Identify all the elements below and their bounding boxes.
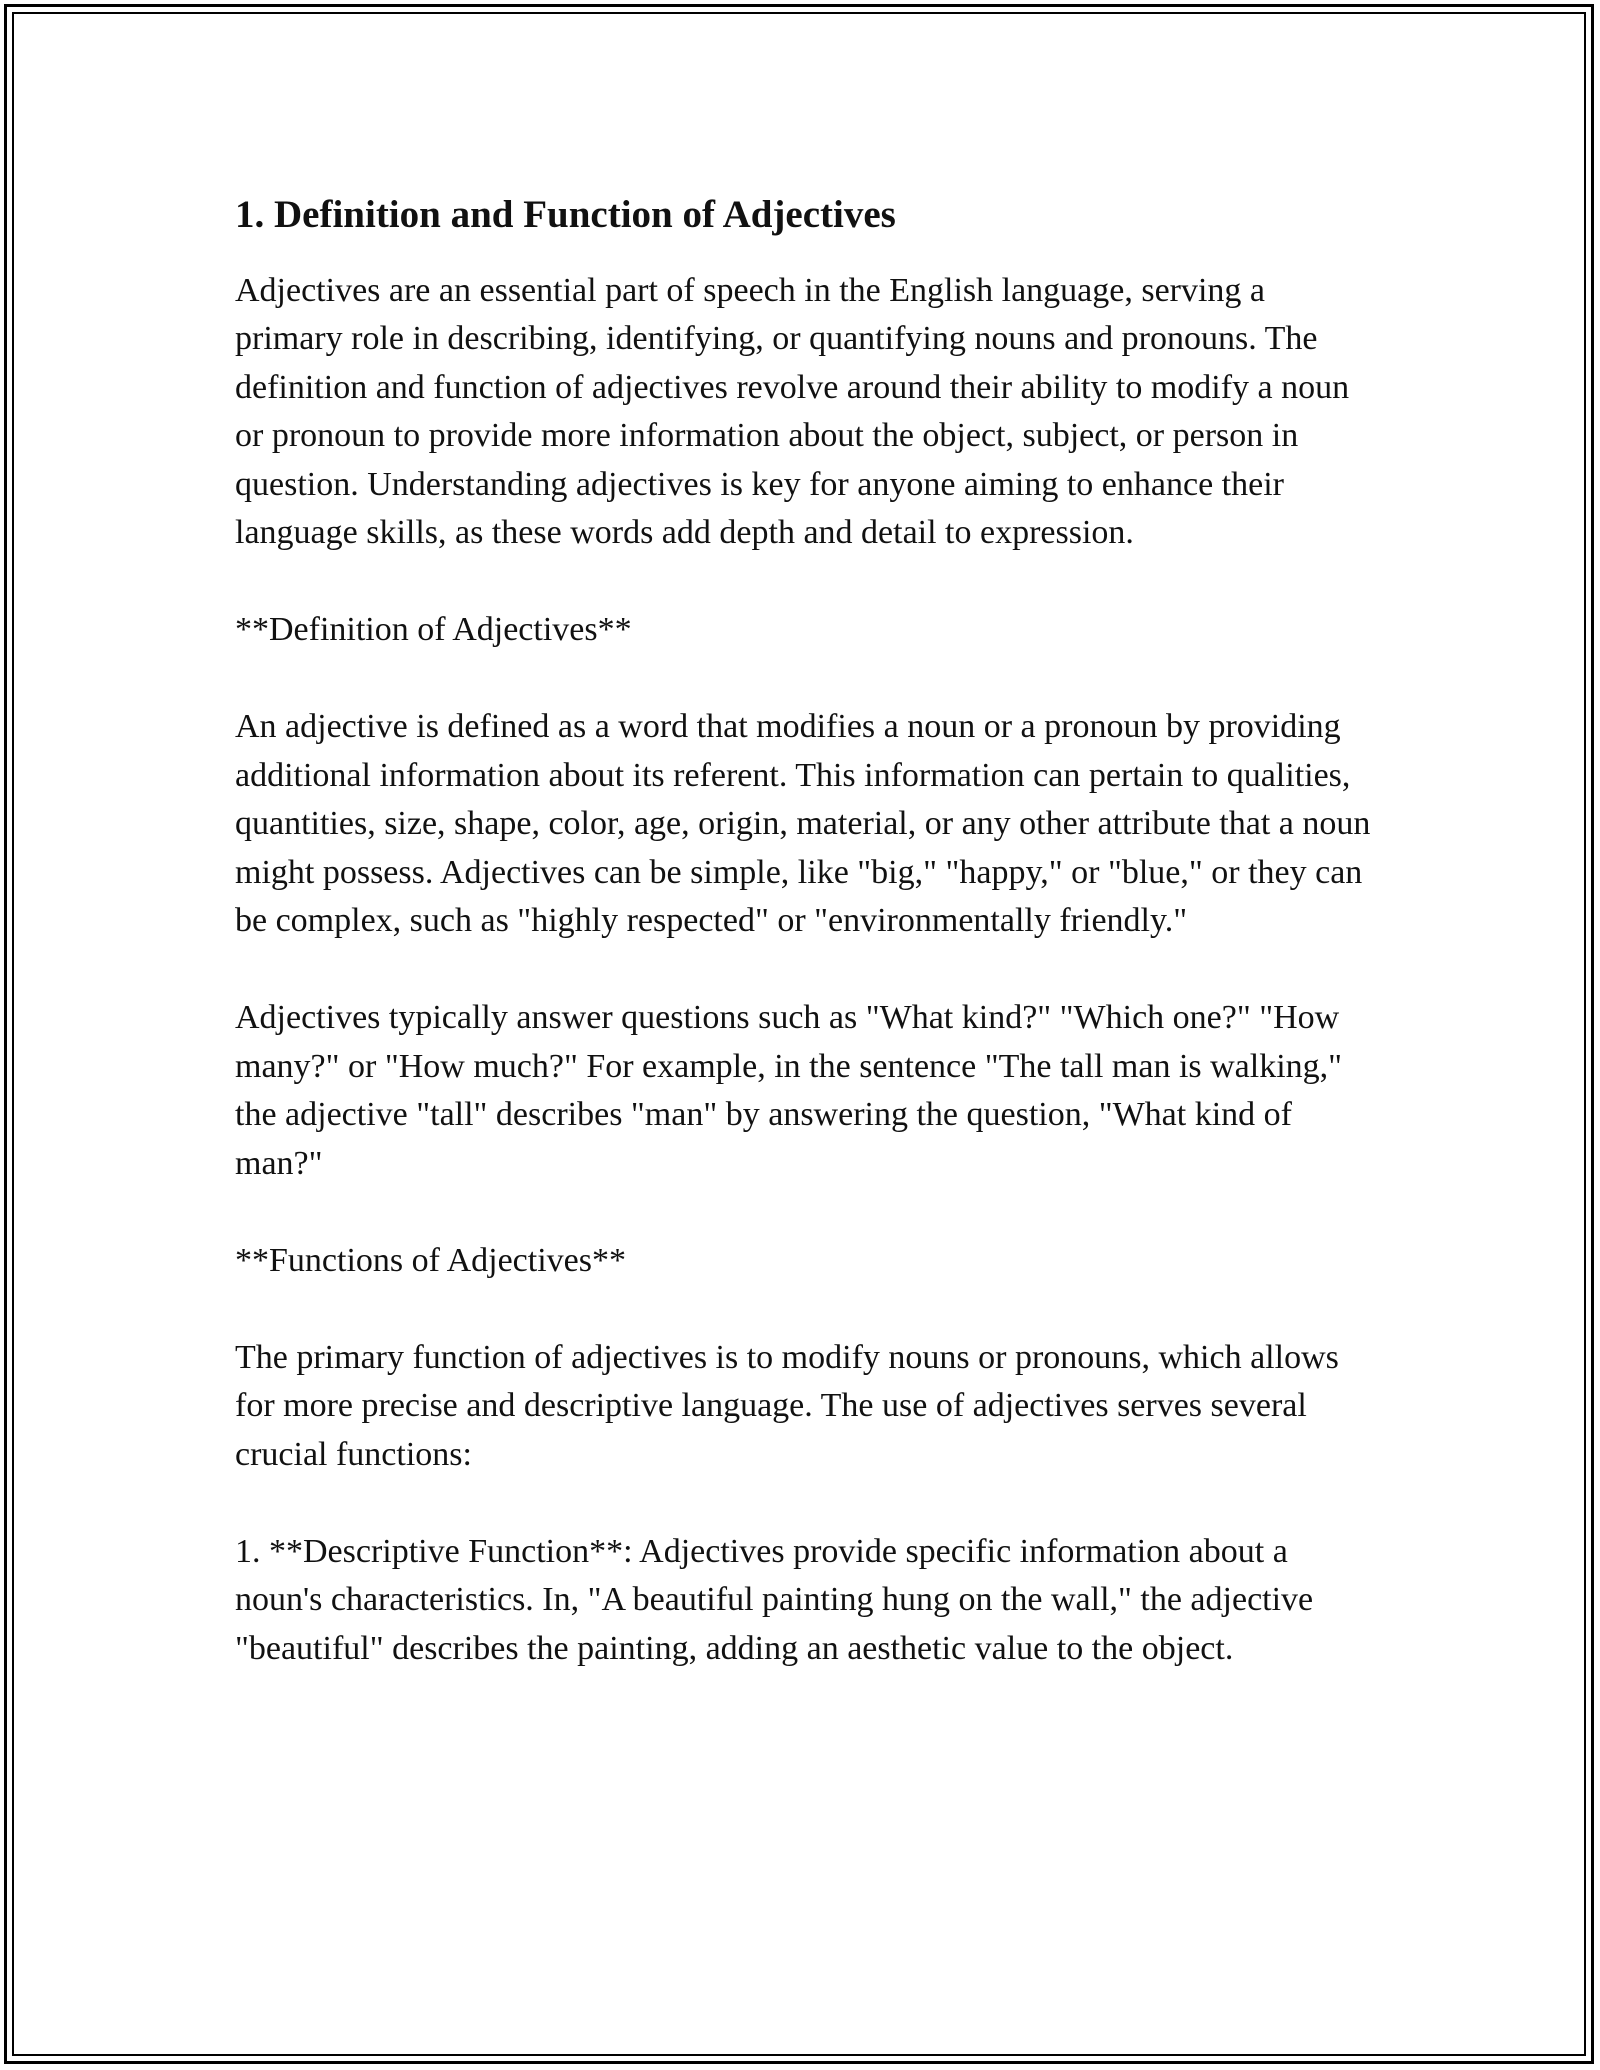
definition-paragraph: An adjective is defined as a word that modifies a noun or a pronoun by providing additional information about its referent. This information can pertain to qualities, quantities, size, shape, color, age, origin, material, or any other attribute that a noun might possess. Adjectives can be simple, like "big," "happy," or "blue," or they can be complex, such as "highly respected" or "environmentally friendly." (235, 708, 1371, 940)
intro-paragraph: Adjectives are an essential part of speech in the English language, serving a primary role in describing, identifying, or quantifying nouns and pronouns. The definition and function of adjectives revolve around their ability to modify a noun or pronoun to provide more information about the object, subject, or person in question. Understanding adjectives is key for anyone aiming to enhance their language skills, as these words add depth and detail to expression. (235, 271, 1350, 552)
definition-subheading: **Definition of Adjectives** (235, 611, 632, 649)
descriptive-function-item: 1. **Descriptive Function**: Adjectives provide specific information about a noun's characteristics. In, "A beautiful painting hung on the wall," the adjective "beautiful" describes the painting, adding an aesthetic value to the object. (235, 1532, 1314, 1667)
document-body (235, 180, 1375, 1673)
functions-subheading: **Functions of Adjectives** (235, 1241, 626, 1279)
section-heading: 1. Definition and Function of Adjectives (235, 193, 896, 236)
functions-paragraph: The primary function of adjectives is to modify nouns or pronouns, which allows for more precise and descriptive language. The use of adjectives serves several crucial functions: (235, 1338, 1339, 1473)
questions-paragraph: Adjectives typically answer questions such as "What kind?" "Which one?" "How many?" or "How much?" For example, in the sentence "The tall man is walking," the adjective "tall" describes "man" by answering the question, "What kind of man?" (235, 999, 1343, 1182)
